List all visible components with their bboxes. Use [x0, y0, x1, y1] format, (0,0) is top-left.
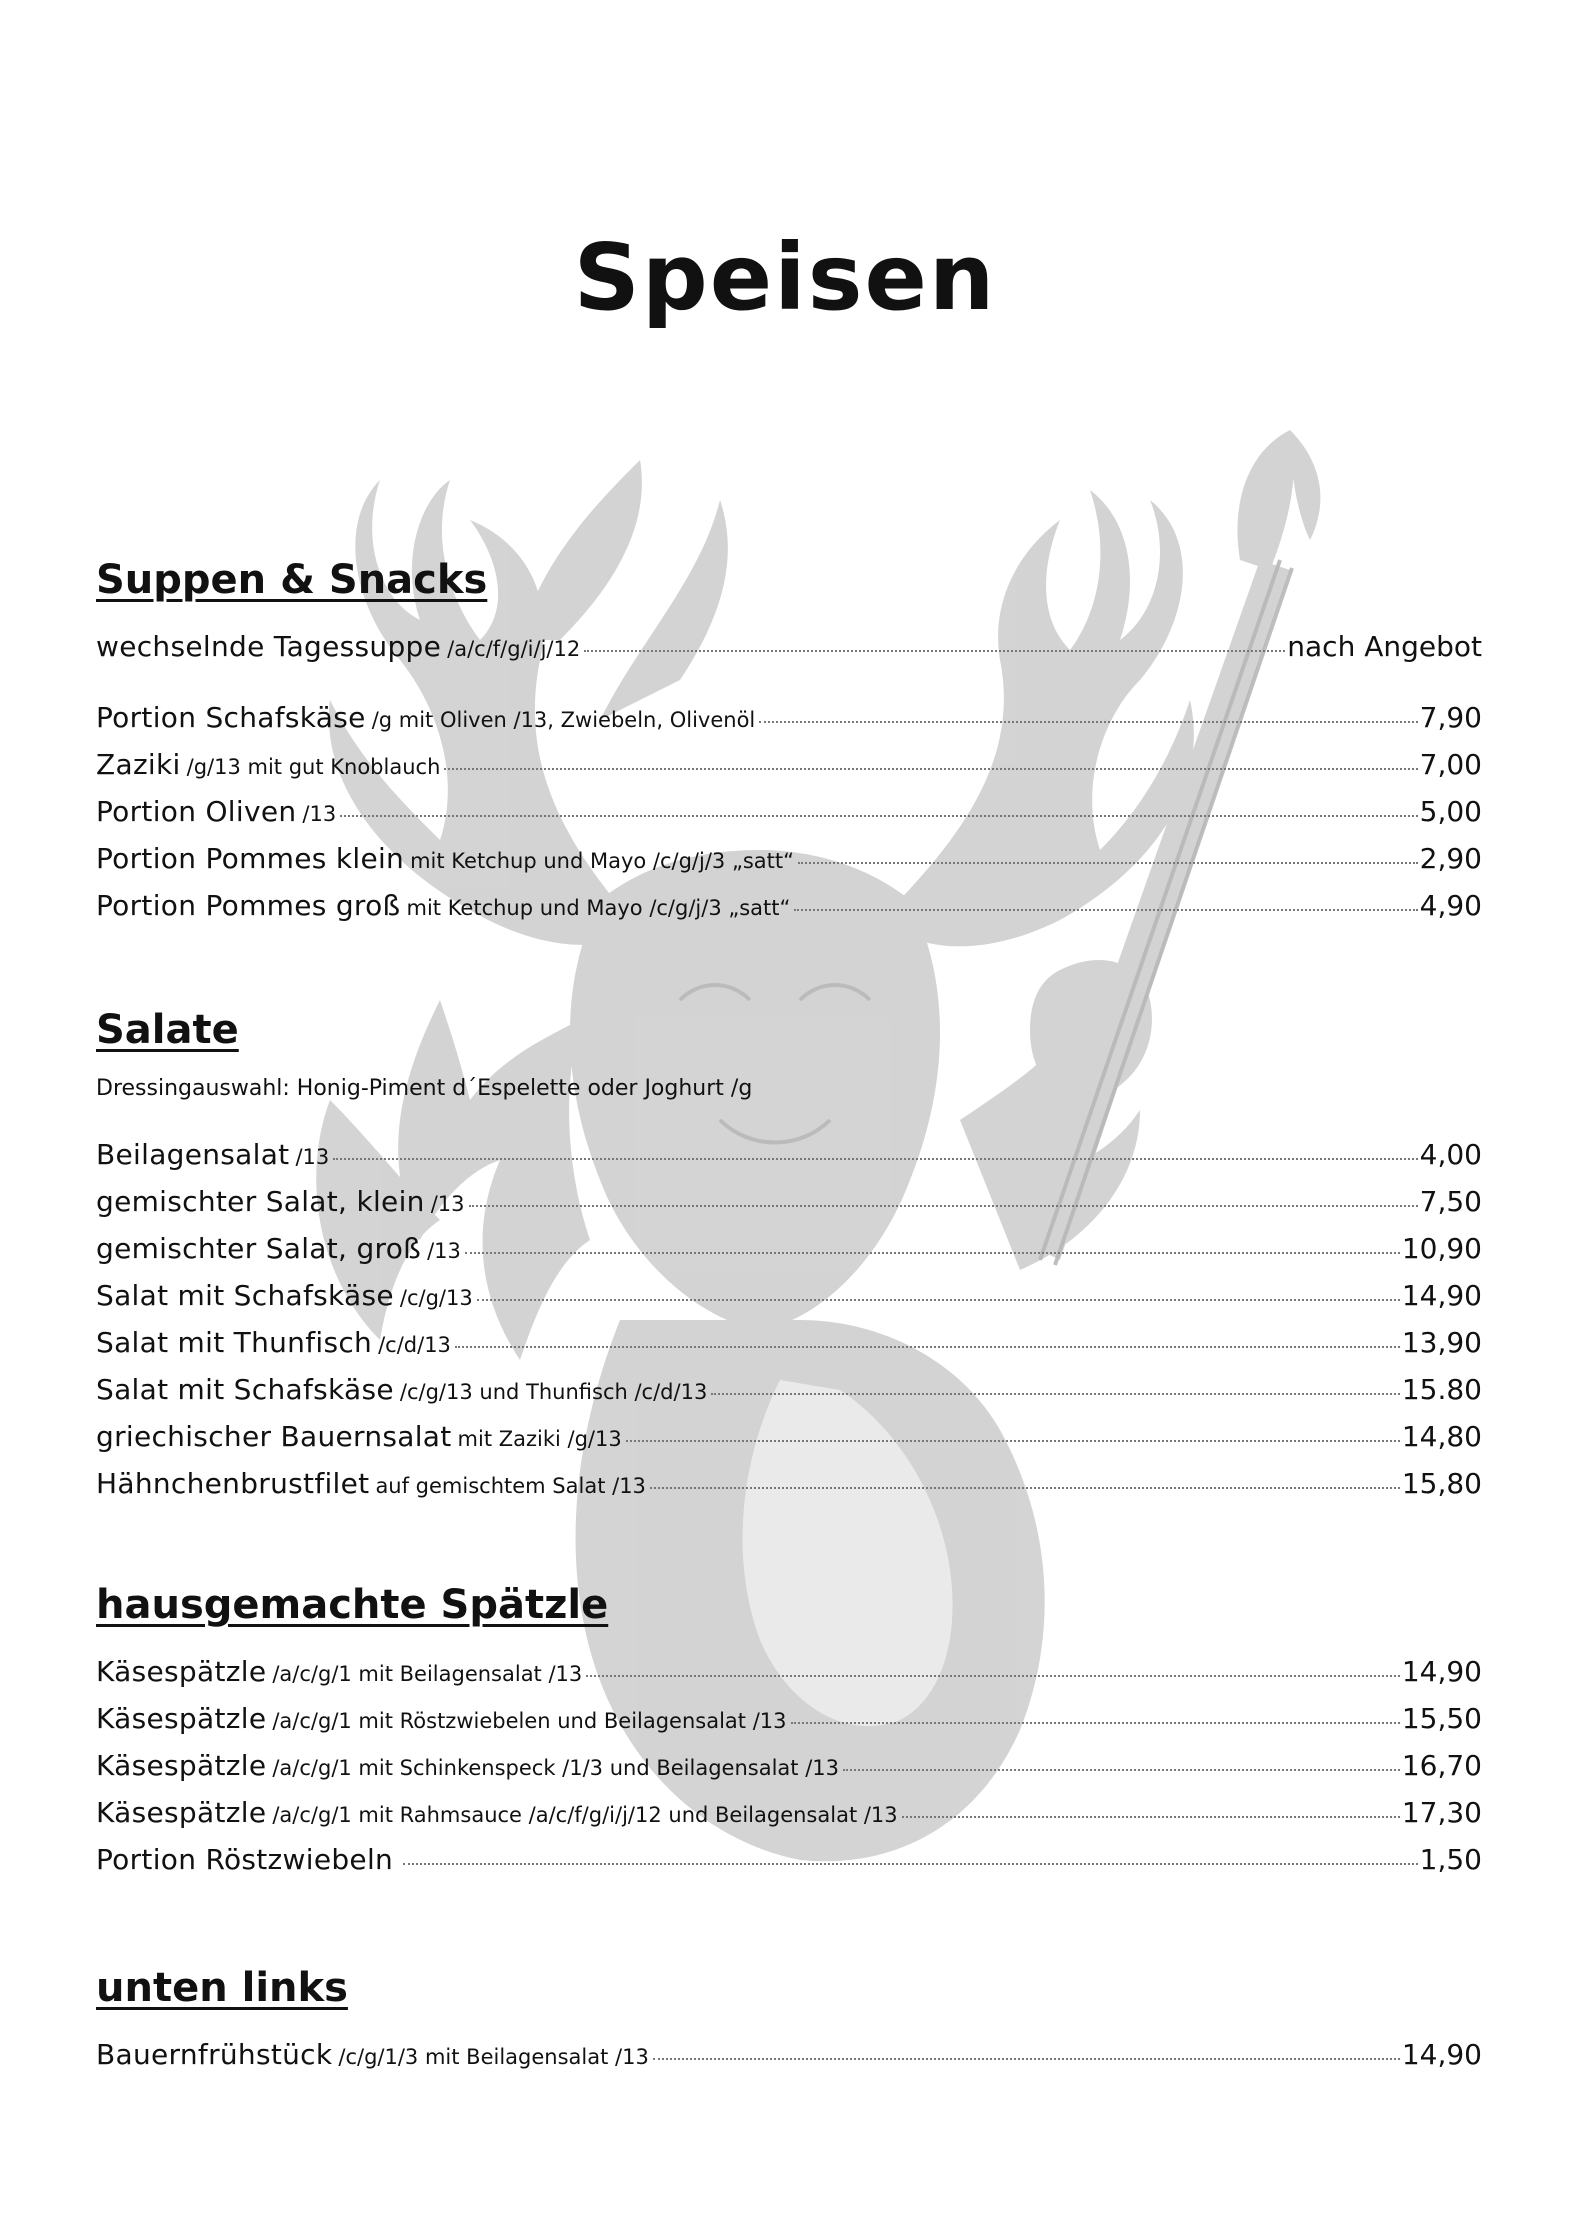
section-title: unten links	[96, 1965, 348, 2011]
dotted-leader	[584, 650, 1285, 652]
item-price: 5,00	[1419, 795, 1482, 828]
menu-item	[96, 1232, 1482, 1279]
dressing-note: Dressingauswahl: Honig-Piment d´Espelette oder Joghurt /g	[96, 1076, 753, 1101]
item-desc: /a/c/g/1 mit Röstzwiebelen und Beilagensalat /13	[272, 1709, 787, 1733]
menu-item	[96, 1796, 1482, 1843]
item-desc: /a/c/f/g/i/j/12	[447, 637, 581, 661]
dotted-leader	[340, 815, 1417, 817]
page-title: Speisen	[573, 224, 997, 331]
item-price: 14,90	[1401, 1279, 1482, 1312]
item-desc: mit Ketchup und Mayo /c/g/j/3 „satt“	[406, 896, 791, 920]
section-title: hausgemachte Spätzle	[96, 1582, 609, 1628]
dotted-leader	[626, 1440, 1400, 1442]
item-price: 7,90	[1419, 701, 1482, 734]
item-name: Bauernfrühstück	[96, 2038, 333, 2071]
item-price: 14,90	[1401, 1655, 1482, 1688]
item-name: wechselnde Tagessuppe	[96, 630, 442, 663]
item-price: 7,00	[1419, 748, 1482, 781]
item-desc: /13	[430, 1192, 465, 1216]
menu-item	[96, 1185, 1482, 1232]
item-price: 14,90	[1401, 2038, 1482, 2071]
item-name: Salat mit Thunfisch	[96, 1326, 373, 1359]
item-price: 4,90	[1419, 889, 1482, 922]
item-name: gemischter Salat, klein	[96, 1185, 425, 1218]
section-title: Salate	[96, 1007, 239, 1053]
menu-item	[96, 795, 1482, 842]
item-name: Käsespätzle	[96, 1796, 267, 1829]
item-name: Portion Pommes klein	[96, 842, 405, 875]
item-price: 2,90	[1419, 842, 1482, 875]
item-desc: /13	[427, 1239, 461, 1263]
menu-item	[96, 1702, 1482, 1749]
dotted-leader	[653, 2058, 1400, 2060]
item-price: 15.80	[1401, 1373, 1482, 1406]
item-price: 17,30	[1401, 1796, 1482, 1829]
menu-item	[96, 1326, 1482, 1373]
menu-item	[96, 1467, 1482, 1514]
item-name: Salat mit Schafskäse	[96, 1279, 394, 1312]
dotted-leader	[333, 1158, 1417, 1160]
item-price: 7,50	[1419, 1185, 1482, 1218]
dotted-leader	[843, 1769, 1400, 1771]
dotted-leader	[403, 1863, 1418, 1865]
item-desc: /c/g/13	[399, 1286, 473, 1310]
dotted-leader	[444, 768, 1417, 770]
dotted-leader	[798, 862, 1418, 864]
item-name: Käsespätzle	[96, 1749, 267, 1782]
dotted-leader	[791, 1722, 1400, 1724]
item-desc: /c/d/13	[378, 1333, 451, 1357]
dotted-leader	[465, 1252, 1400, 1254]
dotted-leader	[759, 721, 1417, 723]
item-name: Portion Pommes groß	[96, 889, 401, 922]
section-salate	[96, 1007, 1482, 1514]
item-name: Käsespätzle	[96, 1655, 267, 1688]
item-price: 4,00	[1419, 1138, 1482, 1171]
item-desc: /13	[302, 802, 337, 826]
dotted-leader	[455, 1346, 1400, 1348]
item-name: Käsespätzle	[96, 1702, 267, 1735]
item-desc: mit Zaziki /g/13	[457, 1427, 622, 1451]
menu-item	[96, 701, 1482, 748]
menu-item	[96, 889, 1482, 936]
item-name: griechischer Bauernsalat	[96, 1420, 452, 1453]
dotted-leader	[650, 1487, 1400, 1489]
dotted-leader	[469, 1205, 1418, 1207]
dotted-leader	[711, 1393, 1400, 1395]
section-spaetzle	[96, 1582, 1482, 1890]
item-price: 16,70	[1401, 1749, 1482, 1782]
item-price: 14,80	[1401, 1420, 1482, 1453]
menu-item	[96, 630, 1482, 677]
item-price: 13,90	[1401, 1326, 1482, 1359]
item-desc: /g/13 mit gut Knoblauch	[186, 755, 441, 779]
menu-item	[96, 1420, 1482, 1467]
item-price: 15,80	[1401, 1467, 1482, 1500]
item-name: Beilagensalat	[96, 1138, 290, 1171]
menu-item	[96, 1373, 1482, 1420]
dotted-leader	[477, 1299, 1400, 1301]
item-name: Zaziki	[96, 748, 181, 781]
menu-item	[96, 1279, 1482, 1326]
item-desc: /a/c/g/1 mit Beilagensalat /13	[272, 1662, 583, 1686]
menu-item	[96, 1138, 1482, 1185]
menu-item	[96, 1843, 1482, 1890]
item-name: Hähnchenbrustfilet	[96, 1467, 370, 1500]
item-desc: /a/c/g/1 mit Rahmsauce /a/c/f/g/i/j/12 und Beilagensalat /13	[272, 1803, 898, 1827]
item-name: Portion Schafskäse	[96, 701, 366, 734]
section-title: Suppen & Snacks	[96, 557, 488, 603]
item-desc: mit Ketchup und Mayo /c/g/j/3 „satt“	[410, 849, 794, 873]
item-desc: /a/c/g/1 mit Schinkenspeck /1/3 und Beilagensalat /13	[272, 1756, 839, 1780]
item-price: 15,50	[1401, 1702, 1482, 1735]
item-name: Portion Oliven	[96, 795, 297, 828]
item-desc: /c/g/13 und Thunfisch /c/d/13	[399, 1380, 708, 1404]
section-suppen-snacks	[96, 557, 1482, 936]
item-name: Portion Röstzwiebeln	[96, 1843, 394, 1876]
item-price: 10,90	[1401, 1232, 1482, 1265]
item-desc: auf gemischtem Salat /13	[375, 1474, 646, 1498]
item-name: gemischter Salat, groß	[96, 1232, 422, 1265]
item-price: 1,50	[1419, 1843, 1482, 1876]
dotted-leader	[902, 1816, 1400, 1818]
item-price: nach Angebot	[1287, 630, 1482, 663]
item-desc: /g mit Oliven /13, Zwiebeln, Olivenöl	[371, 708, 756, 732]
menu-item	[96, 2038, 1482, 2085]
dotted-leader	[586, 1675, 1400, 1677]
dotted-leader	[794, 909, 1417, 911]
section-unten-links	[96, 1965, 1482, 2085]
item-desc: /13	[295, 1145, 330, 1169]
menu-item	[96, 748, 1482, 795]
item-desc: /c/g/1/3 mit Beilagensalat /13	[338, 2045, 649, 2069]
menu-item	[96, 842, 1482, 889]
menu-item	[96, 1749, 1482, 1796]
item-name: Salat mit Schafskäse	[96, 1373, 394, 1406]
menu-item	[96, 1655, 1482, 1702]
